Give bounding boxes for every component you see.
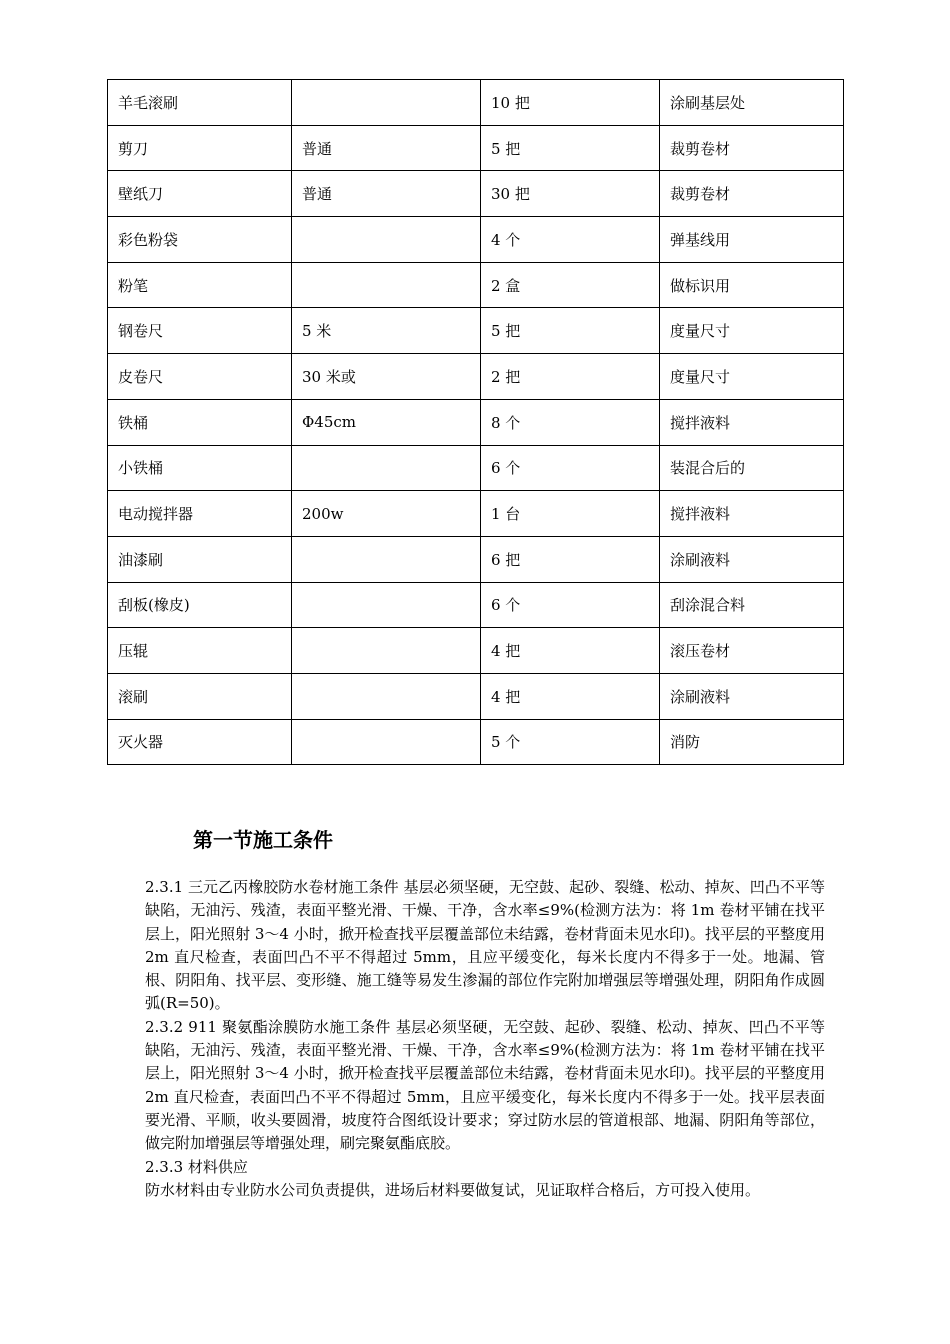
- tool-spec-cell: [292, 80, 481, 126]
- tool-usage-cell: 搅拌液料: [660, 491, 844, 537]
- tool-name-cell: 羊毛滚刷: [108, 80, 292, 126]
- tool-spec-cell: Φ45cm: [292, 399, 481, 445]
- tool-usage-cell: 涂刷基层处: [660, 80, 844, 126]
- tool-spec-cell: [292, 673, 481, 719]
- table-row: [108, 171, 844, 217]
- tool-quantity-cell: 5 把: [481, 308, 660, 354]
- tool-name-cell: 剪刀: [108, 125, 292, 171]
- tool-usage-cell: 裁剪卷材: [660, 125, 844, 171]
- table-row: [108, 582, 844, 628]
- tool-usage-cell: 消防: [660, 719, 844, 765]
- table-row: [108, 491, 844, 537]
- tool-usage-cell: 度量尺寸: [660, 354, 844, 400]
- tool-usage-cell: 度量尺寸: [660, 308, 844, 354]
- tool-quantity-cell: 10 把: [481, 80, 660, 126]
- tool-spec-cell: 30 米或: [292, 354, 481, 400]
- tool-spec-cell: [292, 719, 481, 765]
- table-row: [108, 719, 844, 765]
- tool-spec-cell: 普通: [292, 171, 481, 217]
- paragraph-2-3-2: 2.3.2 911 聚氨酯涂膜防水施工条件 基层必须坚硬，无空鼓、起砂、裂缝、松动、掉灰、凹凸不平等缺陷，无油污、残渣，表面平整光滑、干燥、干净，含水率≤9%(检测方法为：将 1m 卷材平铺在找平层上，阳光照射 3～4 小时，掀开检查找平层覆盖部位未结露，卷材背面未见水印)。找平层的平整度用 2m 直尺检查，表面凹凸不平不得超过 5mm，且应平缓变化，每米长度内不得多于一处。找平层表面要光滑、平顺，收头要圆滑，坡度符合图纸设计要求；穿过防水层的管道根部、地漏、阴阳角等部位，做完附加增强层等增强处理，刷完聚氨酯底胶。: [145, 1017, 825, 1153]
- tool-spec-cell: [292, 628, 481, 674]
- paragraph-2-3-1: 2.3.1 三元乙丙橡胶防水卷材施工条件 基层必须坚硬，无空鼓、起砂、裂缝、松动、掉灰、凹凸不平等缺陷，无油污、残渣，表面平整光滑、干燥、干净，含水率≤9%(检测方法为：将 1m 卷材平铺在找平层上，阳光照射 3～4 小时，掀开检查找平层覆盖部位未结露，卷材背面未见水印)。找平层的平整度用 2m 直尺检查，表面凹凸不平不得超过 5mm，且应平缓变化，每米长度内不得多于一处。地漏、管根、阴阳角、找平层、变形缝、施工缝等易发生渗漏的部位作完附加增强层等增强处理，阴阳角作成圆弧(R=50)。: [145, 878, 825, 1013]
- tool-spec-cell: [292, 262, 481, 308]
- tool-name-cell: 壁纸刀: [108, 171, 292, 217]
- section-body: [145, 876, 825, 1202]
- tool-spec-cell: 5 米: [292, 308, 481, 354]
- tool-usage-cell: 弹基线用: [660, 217, 844, 263]
- tool-usage-cell: 刮涂混合料: [660, 582, 844, 628]
- tool-name-cell: 皮卷尺: [108, 354, 292, 400]
- table-row: [108, 217, 844, 263]
- tool-quantity-cell: 6 个: [481, 582, 660, 628]
- tool-spec-cell: [292, 536, 481, 582]
- tool-name-cell: 灭火器: [108, 719, 292, 765]
- tool-name-cell: 粉笔: [108, 262, 292, 308]
- tools-table: [107, 79, 844, 765]
- tool-usage-cell: 涂刷液料: [660, 536, 844, 582]
- table-row: [108, 354, 844, 400]
- tool-quantity-cell: 2 盒: [481, 262, 660, 308]
- section-title: 第一节施工条件: [193, 828, 333, 852]
- tools-table-body: [108, 80, 844, 765]
- tool-usage-cell: 滚压卷材: [660, 628, 844, 674]
- tool-spec-cell: 普通: [292, 125, 481, 171]
- table-row: [108, 262, 844, 308]
- tool-spec-cell: 200w: [292, 491, 481, 537]
- tool-quantity-cell: 4 把: [481, 628, 660, 674]
- tool-name-cell: 彩色粉袋: [108, 217, 292, 263]
- tool-name-cell: 刮板(橡皮): [108, 582, 292, 628]
- tool-usage-cell: 涂刷液料: [660, 673, 844, 719]
- paragraph-2-3-3-heading: 2.3.3 材料供应: [145, 1157, 248, 1176]
- tool-quantity-cell: 6 把: [481, 536, 660, 582]
- tool-quantity-cell: 1 台: [481, 491, 660, 537]
- tool-usage-cell: 裁剪卷材: [660, 171, 844, 217]
- tool-quantity-cell: 2 把: [481, 354, 660, 400]
- tool-spec-cell: [292, 582, 481, 628]
- tool-quantity-cell: 6 个: [481, 445, 660, 491]
- tool-name-cell: 铁桶: [108, 399, 292, 445]
- paragraph-2-3-3-body: 防水材料由专业防水公司负责提供，进场后材料要做复试，见证取样合格后，方可投入使用。: [145, 1180, 761, 1199]
- table-row: [108, 536, 844, 582]
- table-row: [108, 399, 844, 445]
- tool-usage-cell: 装混合后的: [660, 445, 844, 491]
- tool-quantity-cell: 8 个: [481, 399, 660, 445]
- tool-quantity-cell: 30 把: [481, 171, 660, 217]
- table-row: [108, 445, 844, 491]
- tool-name-cell: 电动搅拌器: [108, 491, 292, 537]
- tool-usage-cell: 做标识用: [660, 262, 844, 308]
- table-row: [108, 308, 844, 354]
- table-row: [108, 80, 844, 126]
- tool-quantity-cell: 5 个: [481, 719, 660, 765]
- tool-name-cell: 钢卷尺: [108, 308, 292, 354]
- table-row: [108, 628, 844, 674]
- tool-spec-cell: [292, 217, 481, 263]
- tool-name-cell: 油漆刷: [108, 536, 292, 582]
- tool-quantity-cell: 4 把: [481, 673, 660, 719]
- tool-name-cell: 小铁桶: [108, 445, 292, 491]
- tool-quantity-cell: 5 把: [481, 125, 660, 171]
- tool-usage-cell: 搅拌液料: [660, 399, 844, 445]
- tool-name-cell: 滚刷: [108, 673, 292, 719]
- table-row: [108, 673, 844, 719]
- tool-name-cell: 压辊: [108, 628, 292, 674]
- tool-quantity-cell: 4 个: [481, 217, 660, 263]
- table-row: [108, 125, 844, 171]
- tool-spec-cell: [292, 445, 481, 491]
